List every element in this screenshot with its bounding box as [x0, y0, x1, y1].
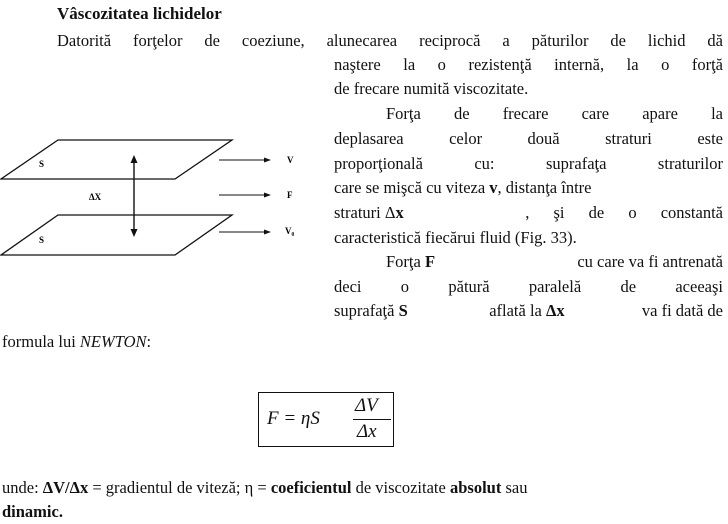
line8-a	[334, 203, 404, 223]
arrow-v0-head	[264, 230, 271, 235]
line10-forta: Forţa	[386, 252, 425, 271]
paragraph-line-2: naştere la o rezistenţă internă, la o forţă	[334, 55, 723, 74]
formula-denominator: Δx	[357, 421, 377, 442]
line12-aflata: aflată la	[485, 301, 546, 320]
formula-lhs: F = ηS	[267, 408, 320, 429]
footer-mid2: de viscozitate	[351, 478, 450, 497]
line7-v: v	[489, 178, 498, 197]
footer-mid1: = gradientul de viteză; η =	[88, 478, 271, 497]
top-plate	[1, 140, 232, 179]
line12-a	[334, 301, 408, 321]
plate-bottom-label: S	[39, 235, 45, 245]
line8-b: , şi de o constantă	[525, 203, 723, 222]
paragraph-line-9: caracteristică fiecărui fluid (Fig. 33).	[334, 228, 577, 247]
footer-coef: coeficientul	[270, 478, 352, 497]
line8-straturi: straturi Δ	[334, 203, 396, 222]
paragraph-line-1: Datorită forţelor de coeziune, alunecarea reciprocă a păturilor de lichid dă	[57, 31, 723, 50]
paragraph-line-6: proporţională cu: suprafaţa straturilor	[334, 154, 723, 173]
footer-line-1	[2, 478, 527, 498]
line10-a	[386, 252, 435, 272]
gap-arrow-up	[131, 155, 138, 163]
line12-dx: Δx	[546, 301, 565, 320]
footer-prefix: unde:	[2, 478, 43, 497]
line12-S: S	[398, 301, 408, 320]
arrow-v0-label: V₀	[285, 226, 295, 236]
formula-numerator: ΔV	[355, 395, 378, 416]
arrow-v-head	[264, 158, 271, 163]
paragraph-line-7	[334, 178, 723, 198]
footer-absolut: absolut	[449, 478, 502, 497]
line7-b: , distanţa între	[497, 178, 592, 197]
line12-b	[485, 301, 565, 321]
paragraph-line-8	[334, 203, 723, 223]
line12-c: va fi dată de	[641, 301, 723, 320]
plate-top-label: S	[39, 159, 45, 169]
line12-suprafata: suprafaţă	[334, 301, 399, 320]
line10-F: F	[424, 252, 436, 271]
paragraph-line-10	[386, 252, 723, 272]
bottom-plate	[1, 215, 232, 255]
footer-mid3: sau	[501, 478, 528, 497]
arrow-v-label: V	[287, 155, 294, 165]
gap-arrow-down	[131, 229, 138, 237]
paragraph-line-13	[2, 332, 151, 352]
footer-line-2: dinamic.	[2, 502, 63, 521]
line13-a: formula lui	[2, 332, 80, 351]
line8-x: x	[395, 203, 404, 222]
line13-colon: :	[146, 332, 152, 351]
newton-formula	[258, 392, 394, 447]
section-title: Vâscozitatea lichidelor	[57, 4, 222, 23]
formula-fraction-bar	[353, 419, 391, 420]
paragraph-line-4: Forţa de frecare care apare la	[386, 104, 723, 123]
arrow-f-label: F	[287, 190, 293, 200]
footer-gradient: ΔV/Δx	[42, 478, 89, 497]
paragraph-line-11: deci o pătură paralelă de aceeaşi	[334, 277, 723, 296]
paragraph-line-3: de frecare numită viscozitate.	[334, 79, 529, 98]
paragraph-line-5: deplasarea celor două straturi este	[334, 129, 723, 148]
line10-b: cu care va fi antrenată	[577, 252, 723, 271]
paragraph-line-12	[334, 301, 723, 321]
line7-a: care se mişcă cu viteza	[334, 178, 490, 197]
viscosity-figure	[0, 138, 325, 258]
arrow-f-head	[264, 193, 271, 198]
gap-label: ΔX	[89, 192, 102, 202]
line13-newton: NEWTON	[79, 332, 147, 351]
